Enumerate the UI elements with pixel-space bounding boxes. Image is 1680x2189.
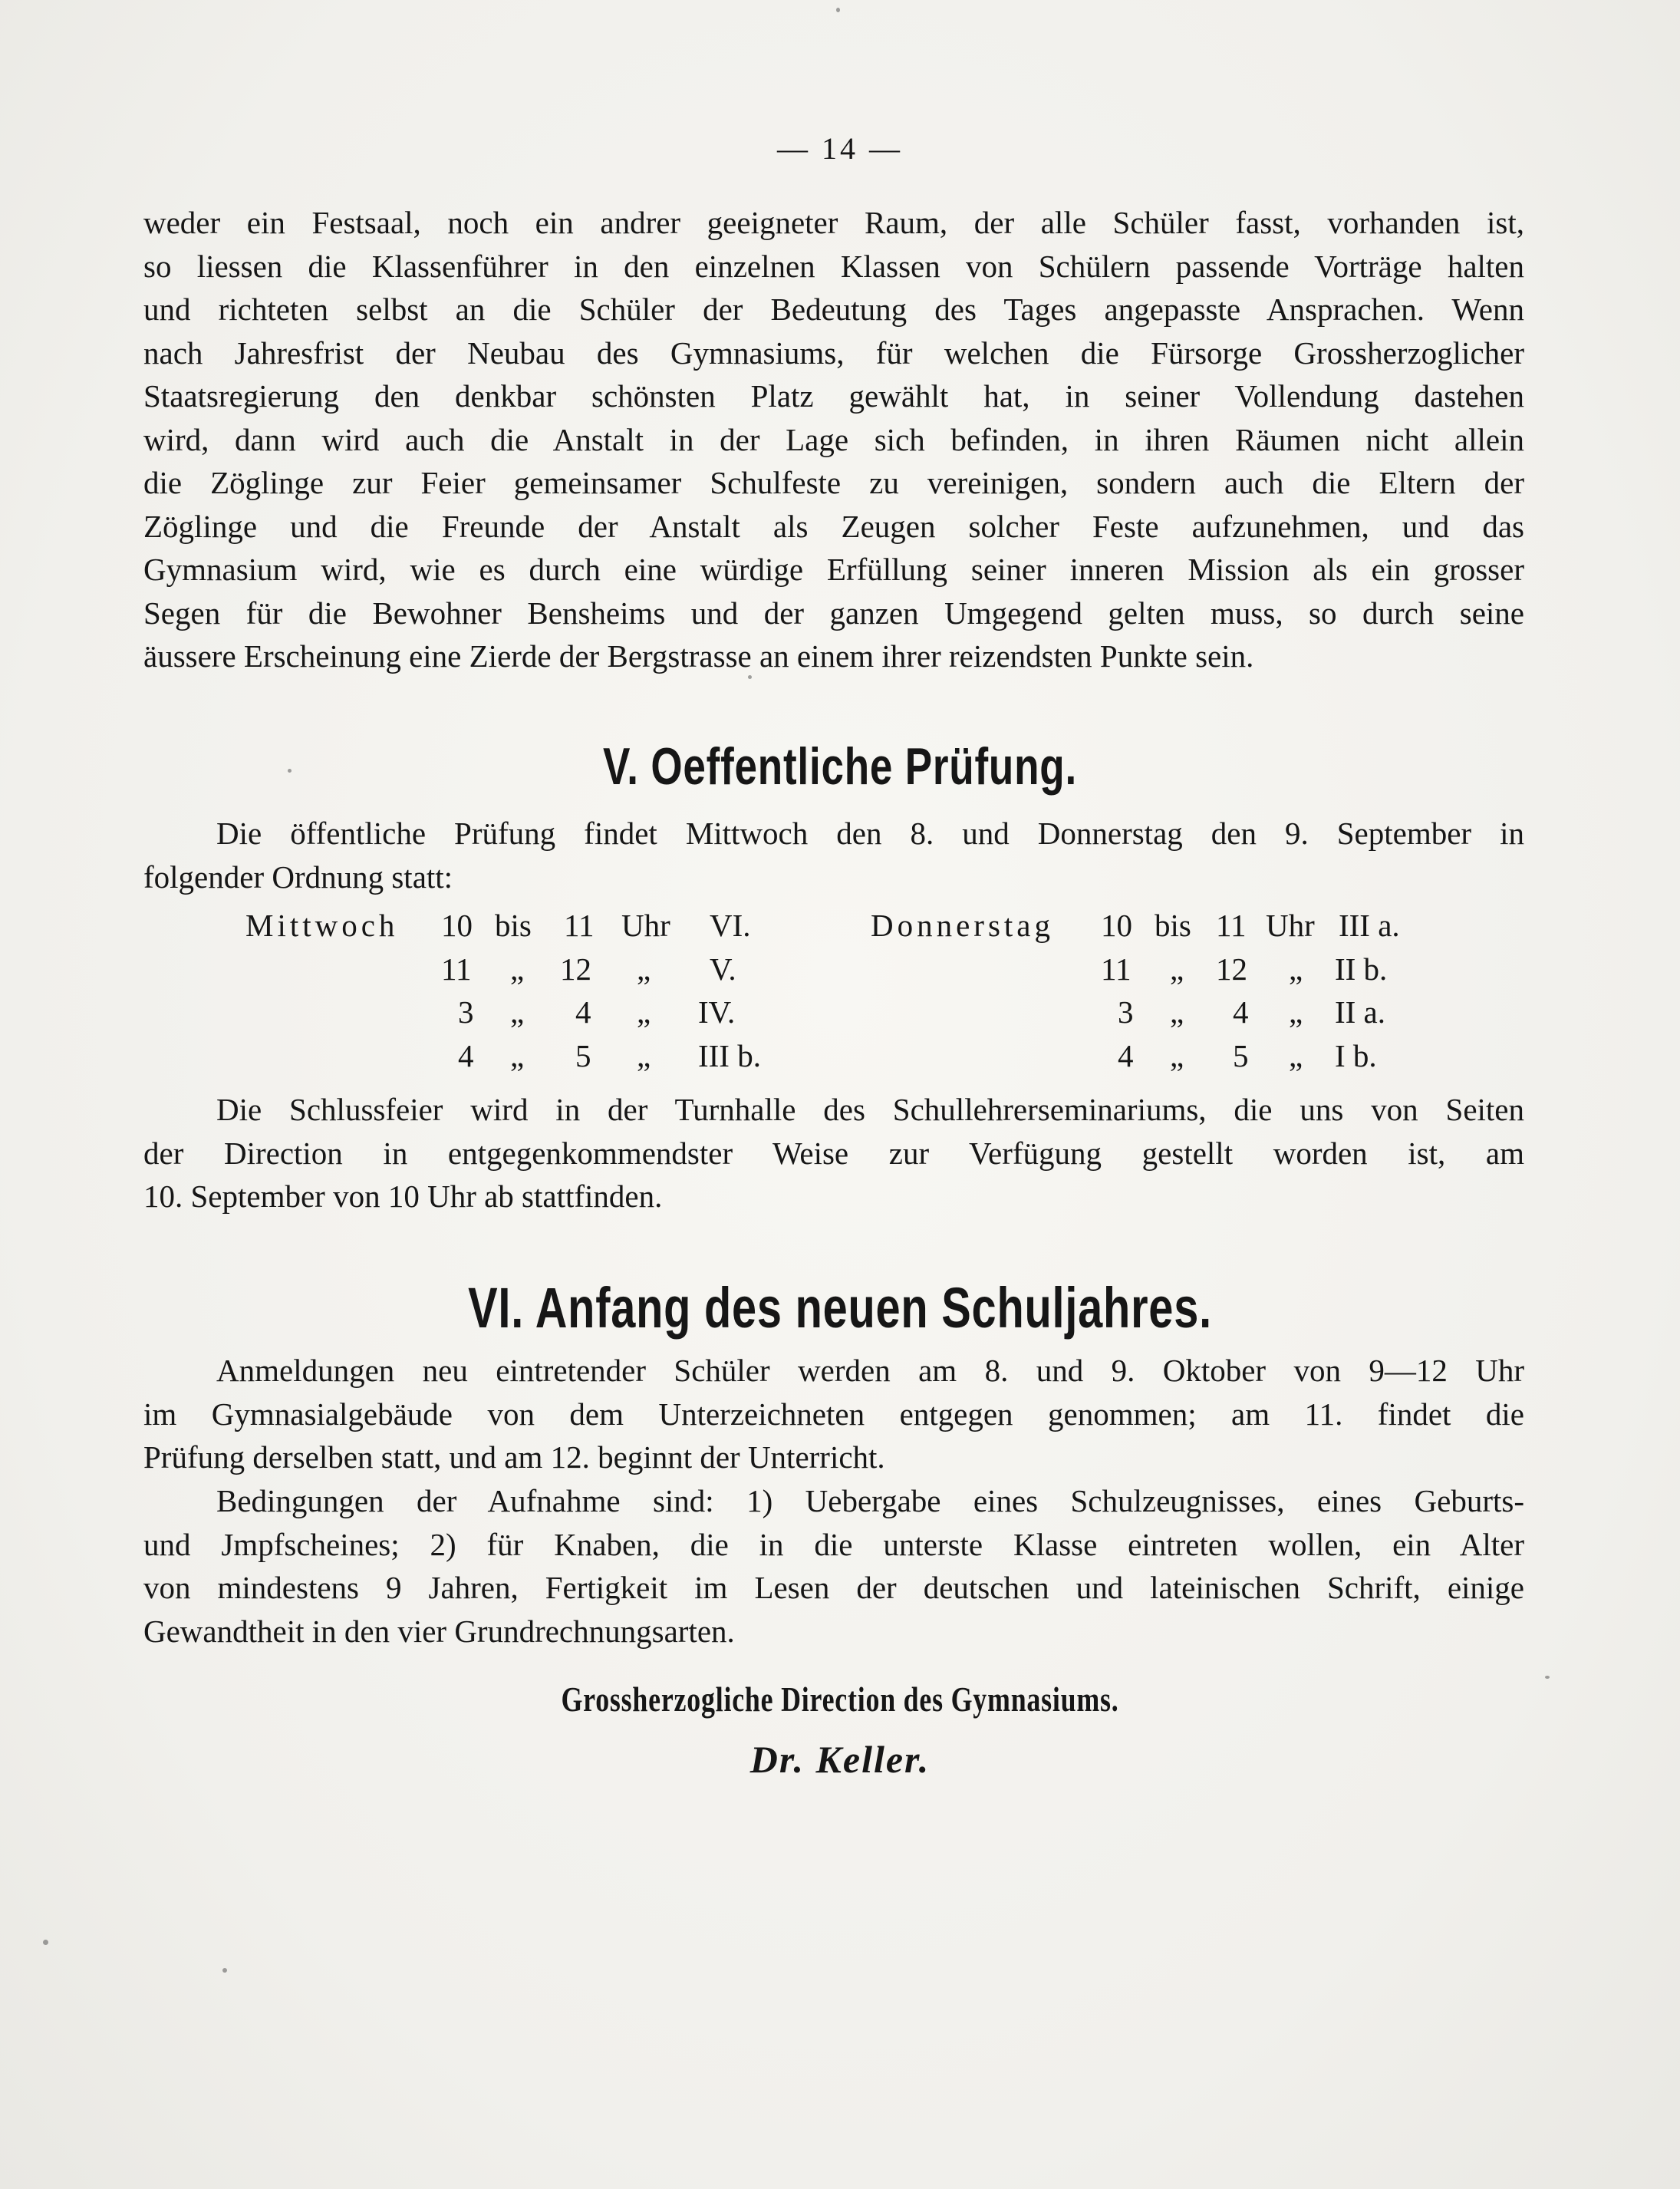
schedule-unit: Uhr: [1266, 908, 1315, 943]
schedule-to: 11: [564, 908, 595, 943]
schedule-row: [245, 948, 782, 991]
text-line: äussere Erscheinung eine Zierde der Bergstrasse an einem ihrer reizendsten Punkte sein.: [143, 638, 1254, 674]
scan-speck: [222, 1968, 227, 1973]
schedule-unit: „: [1289, 1037, 1303, 1073]
text-line: Segen für die Bewohner Bensheims und der ganzen Umgegend gelten muss, so durch seine: [143, 595, 1524, 631]
text-line: Zöglinge und die Freunde der Anstalt als Zeugen solcher Feste aufzunehmen, und das: [143, 508, 1524, 544]
schedule-unit: „: [1289, 994, 1303, 1030]
text-line: und Jmpfscheines; 2) für Knaben, die in die unterste Klasse eintreten wollen, ein Alter: [143, 1526, 1524, 1562]
schedule-from: 4: [458, 1037, 474, 1073]
schedule-row: [871, 904, 1454, 948]
scan-speck: [1545, 1676, 1550, 1679]
scan-speck: [836, 8, 840, 12]
schedule-from: 11: [1101, 951, 1132, 987]
schedule-unit: „: [1289, 951, 1303, 987]
page-number: — 14 —: [777, 131, 903, 166]
schedule-unit: „: [637, 951, 651, 987]
schedule-to: 4: [575, 994, 591, 1030]
text-line: Anmeldungen neu eintretender Schüler werden am 8. und 9. Oktober von 9—12 Uhr: [216, 1353, 1524, 1388]
schedule-from: 11: [441, 951, 472, 987]
text-line: Bedingungen der Aufnahme sind: 1) Uebergabe eines Schulzeugnisses, eines Geburts-: [216, 1483, 1524, 1518]
schedule-to: 12: [1216, 951, 1247, 987]
scan-speck: [43, 1940, 48, 1945]
schedule-row: [245, 1034, 782, 1078]
section-vi-heading: VI. Anfang des neuen Schuljahres.: [468, 1276, 1212, 1340]
schedule-row: [871, 1034, 1454, 1078]
schedule-row: [245, 991, 782, 1034]
schedule-class: IV.: [698, 994, 736, 1030]
schedule-from: 3: [1118, 994, 1134, 1030]
text-line: von mindestens 9 Jahren, Fertigkeit im Lesen der deutschen und lateinischen Schrift, einige: [143, 1570, 1524, 1605]
schedule-sep: „: [1170, 1037, 1184, 1073]
text-line: Gymnasium wird, wie es durch eine würdige Erfüllung seiner inneren Mission als ein grosser: [143, 552, 1524, 587]
schedule-sep: bis: [1155, 908, 1191, 943]
schedule-to: 11: [1216, 908, 1247, 943]
schedule-unit: „: [637, 1037, 651, 1073]
schedule-sep: „: [510, 994, 525, 1030]
text-line: die Zöglinge zur Feier gemeinsamer Schulfeste zu vereinigen, sondern auch die Eltern der: [143, 465, 1524, 500]
text-line: Die Schlussfeier wird in der Turnhalle des Schullehrerseminariums, die uns von Seiten: [216, 1092, 1524, 1127]
schedule-from: 4: [1118, 1037, 1134, 1073]
schedule-wednesday: [245, 904, 782, 1077]
signature-institution: Grossherzogliche Direction des Gymnasiums.: [561, 1680, 1119, 1719]
schedule-to: 12: [560, 951, 591, 987]
text-line: der Direction in entgegenkommendster Weise zur Verfügung gestellt worden ist, am: [143, 1135, 1524, 1171]
signature-name: Dr. Keller.: [749, 1738, 931, 1781]
schedule-day: Donnerstag: [871, 908, 1055, 943]
intro-paragraph: [143, 201, 1524, 678]
text-line: Prüfung derselben statt, und am 12. beginnt der Unterricht.: [143, 1439, 885, 1475]
schedule-sep: „: [510, 951, 525, 987]
schedule-from: 10: [441, 908, 473, 943]
schedule-unit: „: [637, 994, 651, 1030]
schedule-unit: Uhr: [621, 908, 670, 943]
text-line: so liessen die Klassenführer in den einzelnen Klassen von Schülern passende Vorträge halten: [143, 248, 1524, 284]
schedule-thursday: [871, 904, 1454, 1077]
schedule-row: [871, 991, 1454, 1034]
text-line: nach Jahresfrist der Neubau des Gymnasiums, für welchen die Fürsorge Grossherzoglicher: [143, 335, 1524, 371]
schedule-sep: „: [1170, 951, 1184, 987]
schedule-to: 4: [1233, 994, 1249, 1030]
scan-speck: [748, 675, 752, 679]
section-v-intro: [143, 812, 1524, 898]
text-line: folgender Ordnung statt:: [143, 859, 453, 895]
scan-speck: [288, 769, 292, 773]
text-line: Gewandtheit in den vier Grundrechnungsarten.: [143, 1613, 735, 1649]
text-line: Staatsregierung den denkbar schönsten Platz gewählt hat, in seiner Vollendung dastehen: [143, 378, 1524, 414]
schedule-class: II b.: [1335, 951, 1388, 987]
text-line: weder ein Festsaal, noch ein andrer geeigneter Raum, der alle Schüler fasst, vorhanden ist,: [143, 205, 1524, 240]
schedule-to: 5: [575, 1037, 591, 1073]
text-line: 10. September von 10 Uhr ab stattfinden.: [143, 1179, 663, 1214]
schedule-row: [871, 948, 1454, 991]
schedule-day: Mittwoch: [245, 908, 399, 943]
text-line: und richteten selbst an die Schüler der Bedeutung des Tages angepasste Ansprachen. Wenn: [143, 292, 1524, 327]
schedule-class: VI.: [710, 908, 751, 943]
text-line: Die öffentliche Prüfung findet Mittwoch den 8. und Donnerstag den 9. September in: [216, 816, 1524, 851]
schedule-class: V.: [710, 951, 736, 987]
section-v-heading: V. Oeffentliche Prüfung.: [603, 737, 1077, 796]
schedule-from: 10: [1101, 908, 1132, 943]
text-line: im Gymnasialgebäude von dem Unterzeichneten entgegen genommen; am 11. findet die: [143, 1396, 1524, 1432]
schedule-class: II a.: [1335, 994, 1386, 1030]
schedule-sep: „: [510, 1037, 525, 1073]
schedule-sep: bis: [495, 908, 532, 943]
section-vi-paragraph-1: [143, 1349, 1524, 1479]
schedule-class: I b.: [1335, 1037, 1377, 1073]
schedule-to: 5: [1233, 1037, 1249, 1073]
schedule-class: III b.: [698, 1037, 761, 1073]
schedule-from: 3: [458, 994, 474, 1030]
text-line: wird, dann wird auch die Anstalt in der Lage sich befinden, in ihren Räumen nicht allein: [143, 421, 1524, 457]
schedule-row: [245, 904, 782, 948]
schedule-sep: „: [1170, 994, 1184, 1030]
section-v-closing: [143, 1088, 1524, 1218]
section-vi-paragraph-2: [143, 1479, 1524, 1653]
schedule-class: III a.: [1339, 908, 1400, 943]
